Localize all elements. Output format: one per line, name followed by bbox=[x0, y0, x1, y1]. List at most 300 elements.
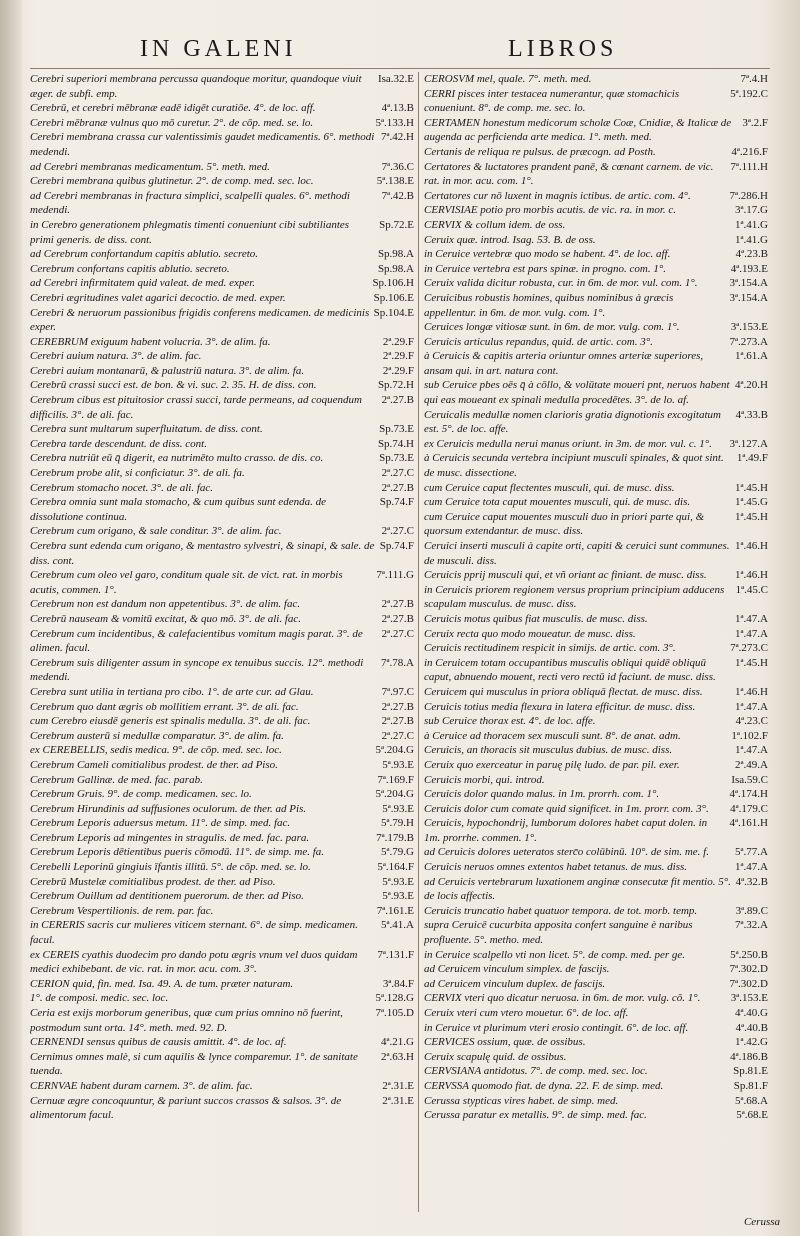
entry-text: Cerebrum suis diligenter assum in syncope ex tenuibus succis. 12°. methodi medendi. bbox=[30, 656, 364, 684]
entry-text: Cerebri auium montanarū, & palustriū natura. 3°. de alim. fa. bbox=[30, 364, 305, 377]
entry-text: cum Ceruice caput mouentes musculi duo in priori parte qui, & quorsum extendantur. de musc. diss. bbox=[424, 510, 705, 538]
entry-text: Cerebrum cum origano, & sale conditur. 3°. de alim. fac. bbox=[30, 525, 282, 538]
entry-reference: Isa.59.C bbox=[731, 773, 768, 786]
entry-reference: 5ª.93.E bbox=[382, 802, 414, 815]
index-entry bbox=[30, 802, 414, 817]
index-entry bbox=[424, 991, 768, 1006]
entry-reference: 1ª.45.G bbox=[735, 496, 768, 509]
index-entry bbox=[30, 364, 414, 379]
entry-reference: 3ª.2.F bbox=[742, 116, 768, 129]
index-entry bbox=[30, 714, 414, 729]
entry-reference: 7ª.286.H bbox=[729, 189, 768, 202]
entry-reference: 2ª.31.E bbox=[382, 1094, 414, 1107]
entry-reference: 5ª.192.C bbox=[730, 87, 768, 100]
index-entry bbox=[30, 160, 414, 175]
entry-text: Cerussa paratur ex metallis. 9°. de simp. med. fac. bbox=[424, 1109, 647, 1122]
entry-text: Ceruix valida dicitur robusta, cur. in 6m. de mor. vul. com. 1°. bbox=[424, 277, 698, 290]
entry-text: Cerebrum confortans capitis ablutio. secreto. bbox=[30, 262, 230, 275]
entry-text: in Ceruice vertebræ quo modo se habent. 4°. de loc. aff. bbox=[424, 248, 671, 261]
index-entry bbox=[30, 393, 414, 422]
entry-reference: 2ª.27.B bbox=[381, 598, 414, 611]
entry-text: Cerebra omnia sunt mala stomacho, & cum quibus sunt edenda. de dissolutione continua. bbox=[30, 496, 326, 523]
entry-text: CERNVAE habent duram carnem. 3°. de alim. fac. bbox=[30, 1079, 253, 1092]
running-header bbox=[60, 36, 760, 70]
entry-text: Ceruicis dolor quando malus. in 1m. prorrh. com. 1°. bbox=[424, 788, 660, 801]
entry-reference: 1ª.45.C bbox=[735, 583, 768, 596]
index-entry bbox=[30, 247, 414, 262]
entry-reference: 2ª.27.B bbox=[381, 612, 414, 625]
entry-text: Ceruicis totius media flexura in latera efficitur. de musc. diss. bbox=[424, 700, 696, 713]
index-entry bbox=[424, 349, 768, 378]
entry-text: ad Ceruicem vinculum simplex. de fascijs. bbox=[424, 963, 610, 976]
entry-reference: 7ª.111.H bbox=[730, 160, 768, 173]
index-entry bbox=[30, 1006, 414, 1035]
index-entry bbox=[30, 1079, 414, 1094]
entry-text: Cerebri auium natura. 3°. de alim. fac. bbox=[30, 350, 202, 363]
entry-text: à Ceruice ad thoracem sex musculi sunt. 8°. de anat. adm. bbox=[424, 729, 681, 742]
entry-text: Ceria est exijs morborum generibus, quæ cum prius omnino nō fuerint, postmodum sunt orta. 14°. meth. med. 92. D. bbox=[30, 1007, 343, 1034]
index-entry bbox=[30, 72, 414, 101]
entry-text: Cerebrum Ouillum ad dentitionem puerorum. de ther. ad Piso. bbox=[30, 890, 304, 903]
index-entry bbox=[424, 758, 768, 773]
entry-text: CEREBRUM exiguum habent volucria. 3°. de alim. fa. bbox=[30, 335, 271, 348]
entry-reference: 4ª.216.F bbox=[731, 145, 768, 158]
entry-reference: 2ª.27.B bbox=[381, 700, 414, 713]
entry-reference: 1ª.49.F bbox=[736, 452, 768, 465]
entry-reference: Sp.98.A bbox=[377, 248, 414, 261]
entry-reference: Sp.81.E bbox=[733, 1065, 768, 1078]
entry-reference: 5ª.79.G bbox=[381, 846, 414, 859]
index-entry bbox=[424, 481, 768, 496]
index-entry bbox=[424, 378, 768, 407]
entry-reference: 5ª.250.B bbox=[730, 948, 768, 961]
index-entry bbox=[30, 378, 414, 393]
entry-reference: 3ª.154.A bbox=[729, 277, 768, 290]
index-entry bbox=[30, 685, 414, 700]
entry-reference: 7ª.302.D bbox=[729, 963, 768, 976]
entry-reference: 7ª.42.B bbox=[381, 189, 414, 202]
entry-text: ad Cerebri membranas medicamentum. 5°. meth. med. bbox=[30, 160, 270, 173]
index-entry bbox=[30, 612, 414, 627]
entry-text: supra Ceruicē cucurbita apposita confert sanguine è naribus profluente. 5°. metho. med. bbox=[424, 919, 693, 947]
index-entry bbox=[30, 130, 414, 159]
index-entry bbox=[30, 495, 414, 524]
entry-text: Ceruicis pprij musculi qui, et vñ oriant ac finiant. de musc. diss. bbox=[424, 569, 707, 582]
entry-text: Cerebrū Mustelæ comitialibus prodest. de ther. ad Piso. bbox=[30, 875, 276, 888]
entry-text: Cerebra sunt edenda cum origano, & mentastro sylvestri, & sinapi, & sale. de diss. cont. bbox=[30, 540, 375, 567]
index-entry bbox=[424, 160, 768, 189]
entry-text: Ceruicis morbi, qui. introd. bbox=[424, 773, 545, 786]
entry-text: CERRI pisces inter testacea numerantur, quæ stomachicis conueniunt. 8°. de comp. me. sec. lo. bbox=[424, 87, 680, 115]
index-entry bbox=[424, 583, 768, 612]
index-entry bbox=[30, 845, 414, 860]
entry-text: in CERERIS sacris cur mulieres viticem sternant. 6°. de simp. medicamen. facul. bbox=[30, 919, 358, 947]
entry-text: Cerebrū nauseam & vomitū excitat, & quo mō. 3°. de ali. fac. bbox=[30, 612, 302, 625]
entry-text: in Cerebro generationem phlegmatis timenti conueniunt cibi subtiliantes primi generis. de diss. cont. bbox=[30, 218, 350, 246]
entry-reference: Isa.32.E bbox=[377, 73, 414, 85]
index-entry bbox=[30, 700, 414, 715]
entry-reference: 7ª.105.D bbox=[375, 1007, 414, 1019]
entry-reference: 3ª.89.C bbox=[735, 904, 768, 917]
entry-reference: 5ª.93.E bbox=[382, 875, 414, 888]
entry-reference: 1ª.45.H bbox=[735, 656, 768, 669]
entry-text: Cerebrum Leporis aduersus metum. 11°. de simp. med. fac. bbox=[30, 817, 291, 830]
index-entry bbox=[30, 1094, 414, 1123]
index-column-right bbox=[424, 72, 768, 1222]
entry-text: Ceruicis dolor cum comate quid significet. in 1m. prorr. com. 3°. bbox=[424, 802, 709, 815]
entry-reference: 7ª.169.F bbox=[377, 773, 414, 786]
index-entry bbox=[30, 627, 414, 656]
entry-reference: 5ª.204.G bbox=[375, 744, 414, 757]
entry-text: sub Ceruice thorax est. 4°. de loc. affe. bbox=[424, 715, 596, 728]
entry-text: Cerebelli Leporinū gingiuis īfantis illitū. 5°. de cōp. med. se. lo. bbox=[30, 861, 311, 874]
entry-text: Ceruix quo exerceatur in paruę pilę ludo. de par. pil. exer. bbox=[424, 758, 680, 771]
index-entry bbox=[30, 948, 414, 977]
entry-text: Cerebra tarde descendunt. de diss. cont. bbox=[30, 437, 207, 450]
entry-reference: 1ª.61.A bbox=[735, 350, 768, 363]
index-entry bbox=[30, 291, 414, 306]
index-entry bbox=[30, 904, 414, 919]
entry-reference: 1ª.45.H bbox=[735, 510, 768, 523]
entry-reference: Sp.81.F bbox=[733, 1079, 768, 1092]
running-head-left: IN GALENI bbox=[140, 36, 297, 62]
entry-reference: 4ª.32.B bbox=[735, 875, 768, 888]
index-entry bbox=[424, 320, 768, 335]
entry-text: Cerebrū, et cerebri mēbranæ eadē idigēt curatiōe. 4°. de loc. aff. bbox=[30, 102, 316, 115]
entry-text: ad Cerebrum confortandum capitis ablutio. secreto. bbox=[30, 248, 259, 261]
entry-text: cum Cerebro eiusdē generis est spinalis medulla. 3°. de ali. fac. bbox=[30, 715, 311, 728]
entry-reference: 1ª.42.G bbox=[735, 1036, 768, 1049]
entry-text: Ceruicem qui musculus in priora obliquā flectat. de musc. diss. bbox=[424, 685, 703, 698]
index-entry bbox=[424, 203, 768, 218]
index-entry bbox=[30, 860, 414, 875]
entry-reference: 1ª.46.H bbox=[735, 569, 768, 582]
entry-text: Ceruicibus robustis homines, quibus nominibus à græcis appellentur. in 6m. de mor. vulg. com. 1°. bbox=[424, 291, 674, 319]
index-entry bbox=[424, 700, 768, 715]
index-column-left bbox=[30, 72, 414, 1222]
entry-text: Cerebrum Gruis. 9°. de comp. medicamen. sec. lo. bbox=[30, 788, 252, 801]
entry-text: Certatores cur nō luxent in magnis ictibus. de artic. com. 4°. bbox=[424, 189, 691, 202]
entry-text: Cerebrum cum incidentibus, & calefacientibus vomitum magis parat. 3°. de alimen. facul. bbox=[30, 627, 363, 655]
entry-reference: 4ª.40.B bbox=[735, 1021, 768, 1034]
entry-reference: 5ª.68.E bbox=[736, 1109, 768, 1122]
entry-reference: 1ª.47.A bbox=[735, 861, 768, 874]
entry-text: Cerebrum Hirundinis ad suffusiones oculorum. de ther. ad Pis. bbox=[30, 802, 307, 815]
entry-reference: 4ª.186.B bbox=[730, 1050, 768, 1063]
entry-text: in Ceruice vt plurimum vteri erosio contingit. 6°. de loc. aff. bbox=[424, 1021, 689, 1034]
entry-reference: 1ª.45.H bbox=[735, 481, 768, 494]
entry-text: Cerebrum non est dandum non appetentibus. 3°. de alim. fac. bbox=[30, 598, 301, 611]
entry-reference: 5ª.138.E bbox=[376, 175, 414, 188]
index-entry bbox=[30, 262, 414, 277]
index-entry bbox=[424, 845, 768, 860]
entry-text: Ceruicis motus quibus fiat musculis. de musc. diss. bbox=[424, 612, 648, 625]
entry-text: Ceruicis, hypochondrij, lumborum dolores habet caput dolen. in 1m. prorrhe. commen. 1°. bbox=[424, 817, 708, 844]
entry-text: Cerebrū crassi succi est. de bon. & vi. suc. 2. 35. H. de diss. con. bbox=[30, 379, 317, 392]
entry-reference: 2ª.27.C bbox=[381, 525, 414, 538]
entry-reference: 4ª.13.B bbox=[381, 102, 414, 115]
entry-reference: 5ª.41.A bbox=[381, 919, 414, 932]
entry-text: Ceruicis, an thoracis sit musculus dubius. de musc. diss. bbox=[424, 744, 673, 757]
index-entry bbox=[424, 816, 768, 845]
entry-reference: 1ª.41.G bbox=[735, 218, 768, 231]
entry-text: cum Ceruice caput flectentes musculi, qui. de musc. diss. bbox=[424, 481, 675, 494]
entry-reference: 4ª.23.B bbox=[735, 248, 768, 261]
index-entry bbox=[30, 1050, 414, 1079]
entry-text: Cerebra nutriūt eū q̄ digerit, ea nutrimēto multo crasso. de dis. co. bbox=[30, 452, 324, 465]
entry-text: Ceruicis neruos omnes extentos habet tetanus. de mus. diss. bbox=[424, 861, 688, 874]
entry-text: ad Ceruicem vinculum duplex. de fascijs. bbox=[424, 977, 606, 990]
index-entry bbox=[424, 904, 768, 919]
entry-text: Cerebrum cibus est pituitosior crassi succi, tarde permeans, ad coquendum difficilis. 3°. de ali. fac. bbox=[30, 394, 362, 421]
index-entry bbox=[424, 1108, 768, 1123]
entry-reference: 3ª.154.A bbox=[729, 291, 768, 304]
entry-text: Certatores & luctatores prandent panē, & cœnant carnem. de vic. rat. in mor. acu. com. 1°. bbox=[424, 160, 714, 188]
entry-reference: 4ª.21.G bbox=[381, 1036, 414, 1049]
index-entry bbox=[424, 247, 768, 262]
entry-reference: 7ª.36.C bbox=[381, 160, 414, 173]
index-entry bbox=[424, 860, 768, 875]
entry-reference: 5ª.128.G bbox=[375, 992, 414, 1005]
entry-reference: 2ª.27.C bbox=[381, 729, 414, 742]
entry-reference: 4ª.179.C bbox=[730, 802, 768, 815]
index-entry bbox=[30, 1035, 414, 1050]
index-entry bbox=[424, 276, 768, 291]
entry-reference: 3ª.153.E bbox=[730, 321, 768, 334]
entry-reference: 7ª.78.A bbox=[381, 656, 414, 669]
index-entry bbox=[30, 539, 414, 568]
entry-text: Ceruici inserti musculi à capite orti, capiti & ceruici sunt communes. de musculi. diss. bbox=[424, 540, 730, 567]
index-entry bbox=[424, 408, 768, 437]
index-entry bbox=[30, 875, 414, 890]
index-entry bbox=[30, 758, 414, 773]
entry-text: Cerebri & neruorum passionibus frigidis conferens medicamen. de medicinis exper. bbox=[30, 306, 370, 334]
entry-text: CEROSVM mel, quale. 7°. meth. med. bbox=[424, 73, 592, 85]
entry-reference: 1ª.46.H bbox=[735, 685, 768, 698]
index-entry bbox=[424, 875, 768, 904]
index-entry bbox=[424, 1006, 768, 1021]
entry-reference: 2ª.29.F bbox=[382, 350, 414, 363]
entry-reference: 2ª.31.E bbox=[382, 1079, 414, 1092]
entry-reference: 1ª.47.A bbox=[735, 612, 768, 625]
entry-text: ad Cerebri membranas in fractura simplici, scalpelli quales. 6°. methodi medendi. bbox=[30, 189, 350, 217]
entry-reference: 4ª.193.E bbox=[730, 262, 768, 275]
entry-text: Cerebrum Cameli comitialibus prodest. de ther. ad Piso. bbox=[30, 758, 278, 771]
entry-text: CERVIX vteri quo dicatur neruosa. in 6m. de mor. vulg. cō. 1°. bbox=[424, 992, 701, 1005]
entry-text: Ceruices longæ vitiosæ sunt. in 6m. de mor. vulg. com. 1°. bbox=[424, 321, 680, 334]
index-entry bbox=[30, 889, 414, 904]
entry-reference: 7ª.302.D bbox=[729, 977, 768, 990]
entry-text: Ceruicis truncatio habet quatuor tempora. de tot. morb. temp. bbox=[424, 904, 698, 917]
entry-text: CERVICES ossium, quæ. de ossibus. bbox=[424, 1036, 586, 1049]
entry-text: Ceruicis rectitudinem respicit in simijs. de artic. com. 3°. bbox=[424, 642, 676, 655]
entry-reference: 4ª.161.H bbox=[729, 817, 768, 830]
index-entry bbox=[424, 802, 768, 817]
entry-text: Cerebrum probe alit, si conficiatur. 3°. de ali. fa. bbox=[30, 467, 245, 480]
index-entry bbox=[424, 495, 768, 510]
entry-text: Cerebrum Leporis ad mingentes in stragulis. de med. fac. para. bbox=[30, 831, 310, 844]
index-entry bbox=[424, 233, 768, 248]
index-entry bbox=[424, 1035, 768, 1050]
entry-text: Cerussa stypticas vires habet. de simp. med. bbox=[424, 1094, 619, 1107]
entry-reference: 7ª.273.C bbox=[730, 642, 768, 655]
index-entry bbox=[30, 174, 414, 189]
index-entry bbox=[30, 831, 414, 846]
entry-reference: 7ª.111.G bbox=[376, 569, 414, 582]
entry-reference: 1ª.47.A bbox=[735, 627, 768, 640]
entry-reference: 2ª.27.C bbox=[381, 467, 414, 480]
entry-text: Certanis de reliqua re pulsus. de præcogn. ad Posth. bbox=[424, 145, 656, 158]
entry-text: ex CEREBELLIS, sedis medica. 9°. de cōp. med. sec. loc. bbox=[30, 744, 282, 757]
entry-reference: Sp.98.A bbox=[377, 262, 414, 275]
entry-reference: 3ª.17.G bbox=[735, 204, 768, 217]
entry-text: CERVSSA quomodo fiat. de dyna. 22. F. de simp. med. bbox=[424, 1079, 664, 1092]
entry-text: Cerebrum Gallinæ. de med. fac. parab. bbox=[30, 773, 203, 786]
entry-text: in Ceruicis priorem regionem versus proprium principium adducens scapulam musculus. de musc. diss. bbox=[424, 583, 725, 611]
index-entry bbox=[424, 451, 768, 480]
index-entry bbox=[30, 524, 414, 539]
index-entry bbox=[424, 627, 768, 642]
entry-reference: 2ª.27.B bbox=[381, 481, 414, 494]
index-entry bbox=[30, 773, 414, 788]
entry-reference: 2ª.27.B bbox=[381, 715, 414, 728]
index-entry bbox=[424, 72, 768, 87]
entry-reference: 1ª.46.H bbox=[735, 540, 768, 552]
entry-reference: 4ª.23.C bbox=[735, 715, 768, 728]
entry-text: Cerebri ægritudines valet agarici decoctio. de med. exper. bbox=[30, 291, 286, 304]
index-entry bbox=[424, 1079, 768, 1094]
entry-text: 1°. de composi. medic. sec. loc. bbox=[30, 992, 169, 1005]
entry-text: Cerebri superiori membrana percussa quandoque moritur, quandoque viuit æger. de subfi. emp. bbox=[30, 73, 362, 100]
entry-text: CERNENDI sensus quibus de causis amittit. 4°. de loc. af. bbox=[30, 1036, 287, 1049]
index-entry bbox=[30, 101, 414, 116]
entry-reference: 5ª.68.A bbox=[735, 1094, 768, 1107]
entry-text: Cerebri mēbranæ vulnus quo mō curetur. 2°. de cōp. med. se. lo. bbox=[30, 116, 314, 129]
index-entry bbox=[30, 597, 414, 612]
index-entry bbox=[424, 189, 768, 204]
entry-text: CERION quid, fin. med. Isa. 49. A. de tum. præter naturam. bbox=[30, 977, 294, 990]
index-entry bbox=[30, 466, 414, 481]
index-entry bbox=[30, 422, 414, 437]
entry-reference: 4ª.33.B bbox=[735, 408, 768, 421]
entry-reference: 7ª.131.F bbox=[377, 948, 414, 961]
index-entry bbox=[424, 145, 768, 160]
entry-reference: 2ª.27.B bbox=[381, 394, 414, 407]
index-entry bbox=[424, 87, 768, 116]
entry-text: Cerebrum stomacho nocet. 3°. de ali. fac. bbox=[30, 481, 214, 494]
entry-text: Ceruicis articulus repandus, quid. de artic. com. 3°. bbox=[424, 335, 653, 348]
entry-text: ad Ceruicis vertebrarum luxationem anginæ consecutæ fit mentio. 5°. de locis affectis. bbox=[424, 875, 731, 903]
index-entry bbox=[424, 729, 768, 744]
index-entry bbox=[30, 276, 414, 291]
index-entry bbox=[424, 977, 768, 992]
entry-reference: 3ª.84.F bbox=[382, 977, 414, 990]
entry-reference: Sp.73.E bbox=[379, 423, 414, 436]
index-entry bbox=[424, 1021, 768, 1036]
entry-reference: 2ª.29.F bbox=[382, 335, 414, 348]
entry-reference: 5ª.79.H bbox=[381, 817, 414, 830]
index-entry bbox=[424, 1094, 768, 1109]
index-entry bbox=[424, 641, 768, 656]
index-entry bbox=[30, 787, 414, 802]
entry-reference: 1ª.47.A bbox=[735, 744, 768, 757]
entry-text: Ceruix scapulę quid. de ossibus. bbox=[424, 1050, 567, 1063]
index-entry bbox=[30, 918, 414, 947]
index-entry bbox=[30, 656, 414, 685]
entry-text: Ceruix recta quo modo moueatur. de musc. diss. bbox=[424, 627, 636, 640]
entry-reference: 7ª.161.E bbox=[376, 904, 414, 917]
entry-reference: Sp.72.H bbox=[377, 379, 414, 392]
entry-reference: 7ª.273.A bbox=[729, 335, 768, 348]
index-entry bbox=[424, 962, 768, 977]
index-entry bbox=[30, 568, 414, 597]
entry-text: Ceruix quæ. introd. Isag. 53. B. de oss. bbox=[424, 233, 596, 246]
entry-text: Cerebri membrana crassa cur valentissimis gaudet medicamentis. 6°. methodi medendi. bbox=[30, 131, 375, 158]
index-entry bbox=[30, 451, 414, 466]
entry-reference: 7ª.42.H bbox=[381, 131, 414, 144]
entry-reference: Sp.74.F bbox=[379, 540, 414, 552]
entry-reference: 5ª.93.E bbox=[382, 890, 414, 903]
index-entry bbox=[30, 977, 414, 992]
index-entry bbox=[30, 991, 414, 1006]
entry-text: Ceruix vteri cum vtero mouetur. 6°. de loc. aff. bbox=[424, 1007, 629, 1019]
entry-text: Cerebrum cum oleo vel garo, conditum quale sit. de vict. rat. in morbis acutis, commen. 1°. bbox=[30, 569, 343, 596]
entry-text: ex Ceruicis medulla nerui manus oriunt. in 3m. de mor. vul. c. 1°. bbox=[424, 437, 712, 450]
entry-reference: 1ª.47.A bbox=[735, 700, 768, 713]
entry-reference: 1ª.102.F bbox=[731, 729, 768, 742]
entry-reference: 7ª.4.H bbox=[740, 73, 768, 85]
running-head-right: LIBROS bbox=[508, 36, 618, 62]
entry-text: à Ceruicis secunda vertebra incipiunt musculi spinales, & quot sint. de musc. dissectione. bbox=[424, 452, 724, 480]
index-entry bbox=[30, 189, 414, 218]
index-entry bbox=[424, 918, 768, 947]
index-entry bbox=[424, 262, 768, 277]
index-entry bbox=[30, 816, 414, 831]
entry-reference: 1ª.41.G bbox=[735, 233, 768, 246]
entry-text: cum Ceruice tota caput mouentes musculi, qui. de musc. dis. bbox=[424, 496, 691, 509]
entry-text: Cerebrum quo dant ægris ob mollitiem errant. 3°. de ali. fac. bbox=[30, 700, 299, 713]
index-entry bbox=[424, 656, 768, 685]
index-entry bbox=[30, 729, 414, 744]
entry-reference: Sp.106.E bbox=[373, 291, 414, 304]
index-entry bbox=[424, 539, 768, 568]
entry-text: ad Cerebri infirmitatem quid valeat. de med. exper. bbox=[30, 277, 256, 290]
entry-reference: Sp.72.E bbox=[379, 218, 414, 231]
header-rule bbox=[30, 68, 770, 69]
entry-text: Cerebrum austerū si medullæ comparatur. 3°. de alim. fa. bbox=[30, 729, 284, 742]
index-entry bbox=[424, 773, 768, 788]
entry-text: CERVISIAE potio pro morbis acutis. de vic. ra. in mor. c. bbox=[424, 204, 677, 217]
entry-reference: Sp.73.E bbox=[379, 452, 414, 465]
index-entry bbox=[424, 1064, 768, 1079]
index-entry bbox=[424, 787, 768, 802]
index-entry bbox=[30, 743, 414, 758]
catchword: Cerussa bbox=[743, 1216, 780, 1228]
entry-text: ex CEREIS cyathis duodecim pro dando potu ægris vnum vel duos quidam medici exhibebant. de vic. rat. in mor. acu. com. 3°. bbox=[30, 948, 358, 976]
entry-reference: 5ª.133.H bbox=[375, 116, 414, 129]
entry-reference: Sp.74.F bbox=[379, 496, 414, 509]
entry-reference: 2ª.63.H bbox=[381, 1050, 414, 1063]
entry-text: CERVSIANA antidotus. 7°. de comp. med. sec. loc. bbox=[424, 1065, 648, 1078]
entry-text: in Ceruice vertebra est pars spinæ. in progno. com. 1°. bbox=[424, 262, 666, 275]
index-entry bbox=[30, 218, 414, 247]
index-entry bbox=[30, 116, 414, 131]
entry-text: CERVIX & collum idem. de oss. bbox=[424, 218, 566, 231]
entry-text: sub Ceruice pbes oēs q̄ à cōllo, & volūtate moueri pnt, neruos habent qui eas moueant ex spinali medulla procedētes. 3°. de lo. af. bbox=[424, 379, 730, 407]
entry-text: Cerebrum Vespertilionis. de rem. par. fac. bbox=[30, 904, 214, 917]
entry-reference: 5ª.93.E bbox=[382, 758, 414, 771]
entry-reference: 3ª.153.E bbox=[730, 992, 768, 1005]
